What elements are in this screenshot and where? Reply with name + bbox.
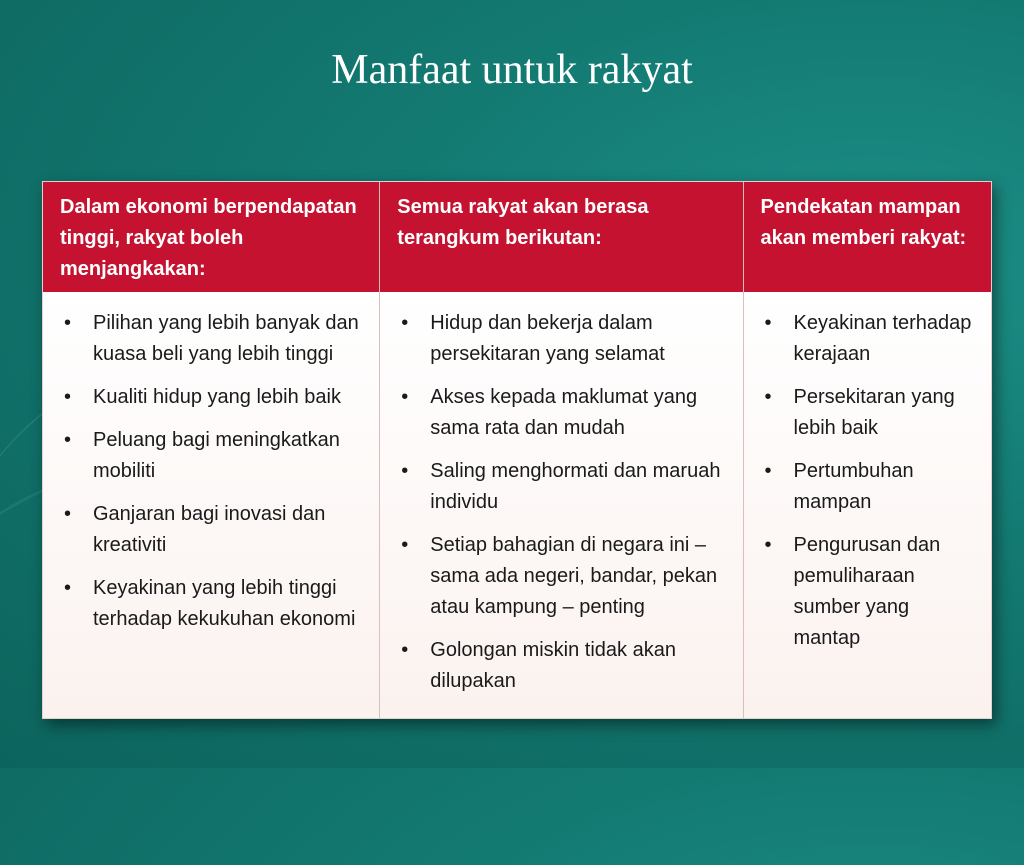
list-item: • Golongan miskin tidak akan dilupakan	[398, 635, 732, 697]
list-item: • Ganjaran bagi inovasi dan kreativiti	[61, 499, 369, 561]
list-item: • Hidup dan bekerja dalam persekitaran yang selamat	[398, 308, 732, 370]
list-item: • Akses kepada maklumat yang sama rata dan mudah	[398, 382, 732, 444]
list-item: • Pilihan yang lebih banyak dan kuasa beli yang lebih tinggi	[61, 308, 369, 370]
column-economy	[43, 182, 380, 718]
column-inclusion	[380, 182, 743, 718]
column-body	[43, 292, 379, 718]
bullet-list	[398, 308, 732, 697]
slide-title: Manfaat untuk rakyat	[331, 47, 693, 93]
column-header: Semua rakyat akan berasa terangkum berikutan:	[380, 182, 742, 292]
list-item: • Keyakinan yang lebih tinggi terhadap kekukuhan ekonomi	[61, 573, 369, 635]
benefits-table	[42, 181, 992, 719]
column-body	[380, 292, 742, 718]
list-item: • Setiap bahagian di negara ini – sama ada negeri, bandar, pekan atau kampung – penting	[398, 530, 732, 623]
list-item: • Pertumbuhan mampan	[762, 456, 981, 518]
bullet-list	[762, 308, 981, 654]
list-item: • Kualiti hidup yang lebih baik	[61, 382, 369, 413]
column-sustainability	[744, 182, 991, 718]
list-item: • Peluang bagi meningkatkan mobiliti	[61, 425, 369, 487]
list-item: • Pengurusan dan pemuliharaan sumber yang mantap	[762, 530, 981, 654]
column-header: Dalam ekonomi berpendapatan tinggi, rakyat boleh menjangkakan:	[43, 182, 379, 292]
list-item: • Keyakinan terhadap kerajaan	[762, 308, 981, 370]
list-item: • Persekitaran yang lebih baik	[762, 382, 981, 444]
column-body	[744, 292, 991, 718]
list-item: • Saling menghormati dan maruah individu	[398, 456, 732, 518]
column-header: Pendekatan mampan akan memberi rakyat:	[744, 182, 991, 292]
bullet-list	[61, 308, 369, 635]
